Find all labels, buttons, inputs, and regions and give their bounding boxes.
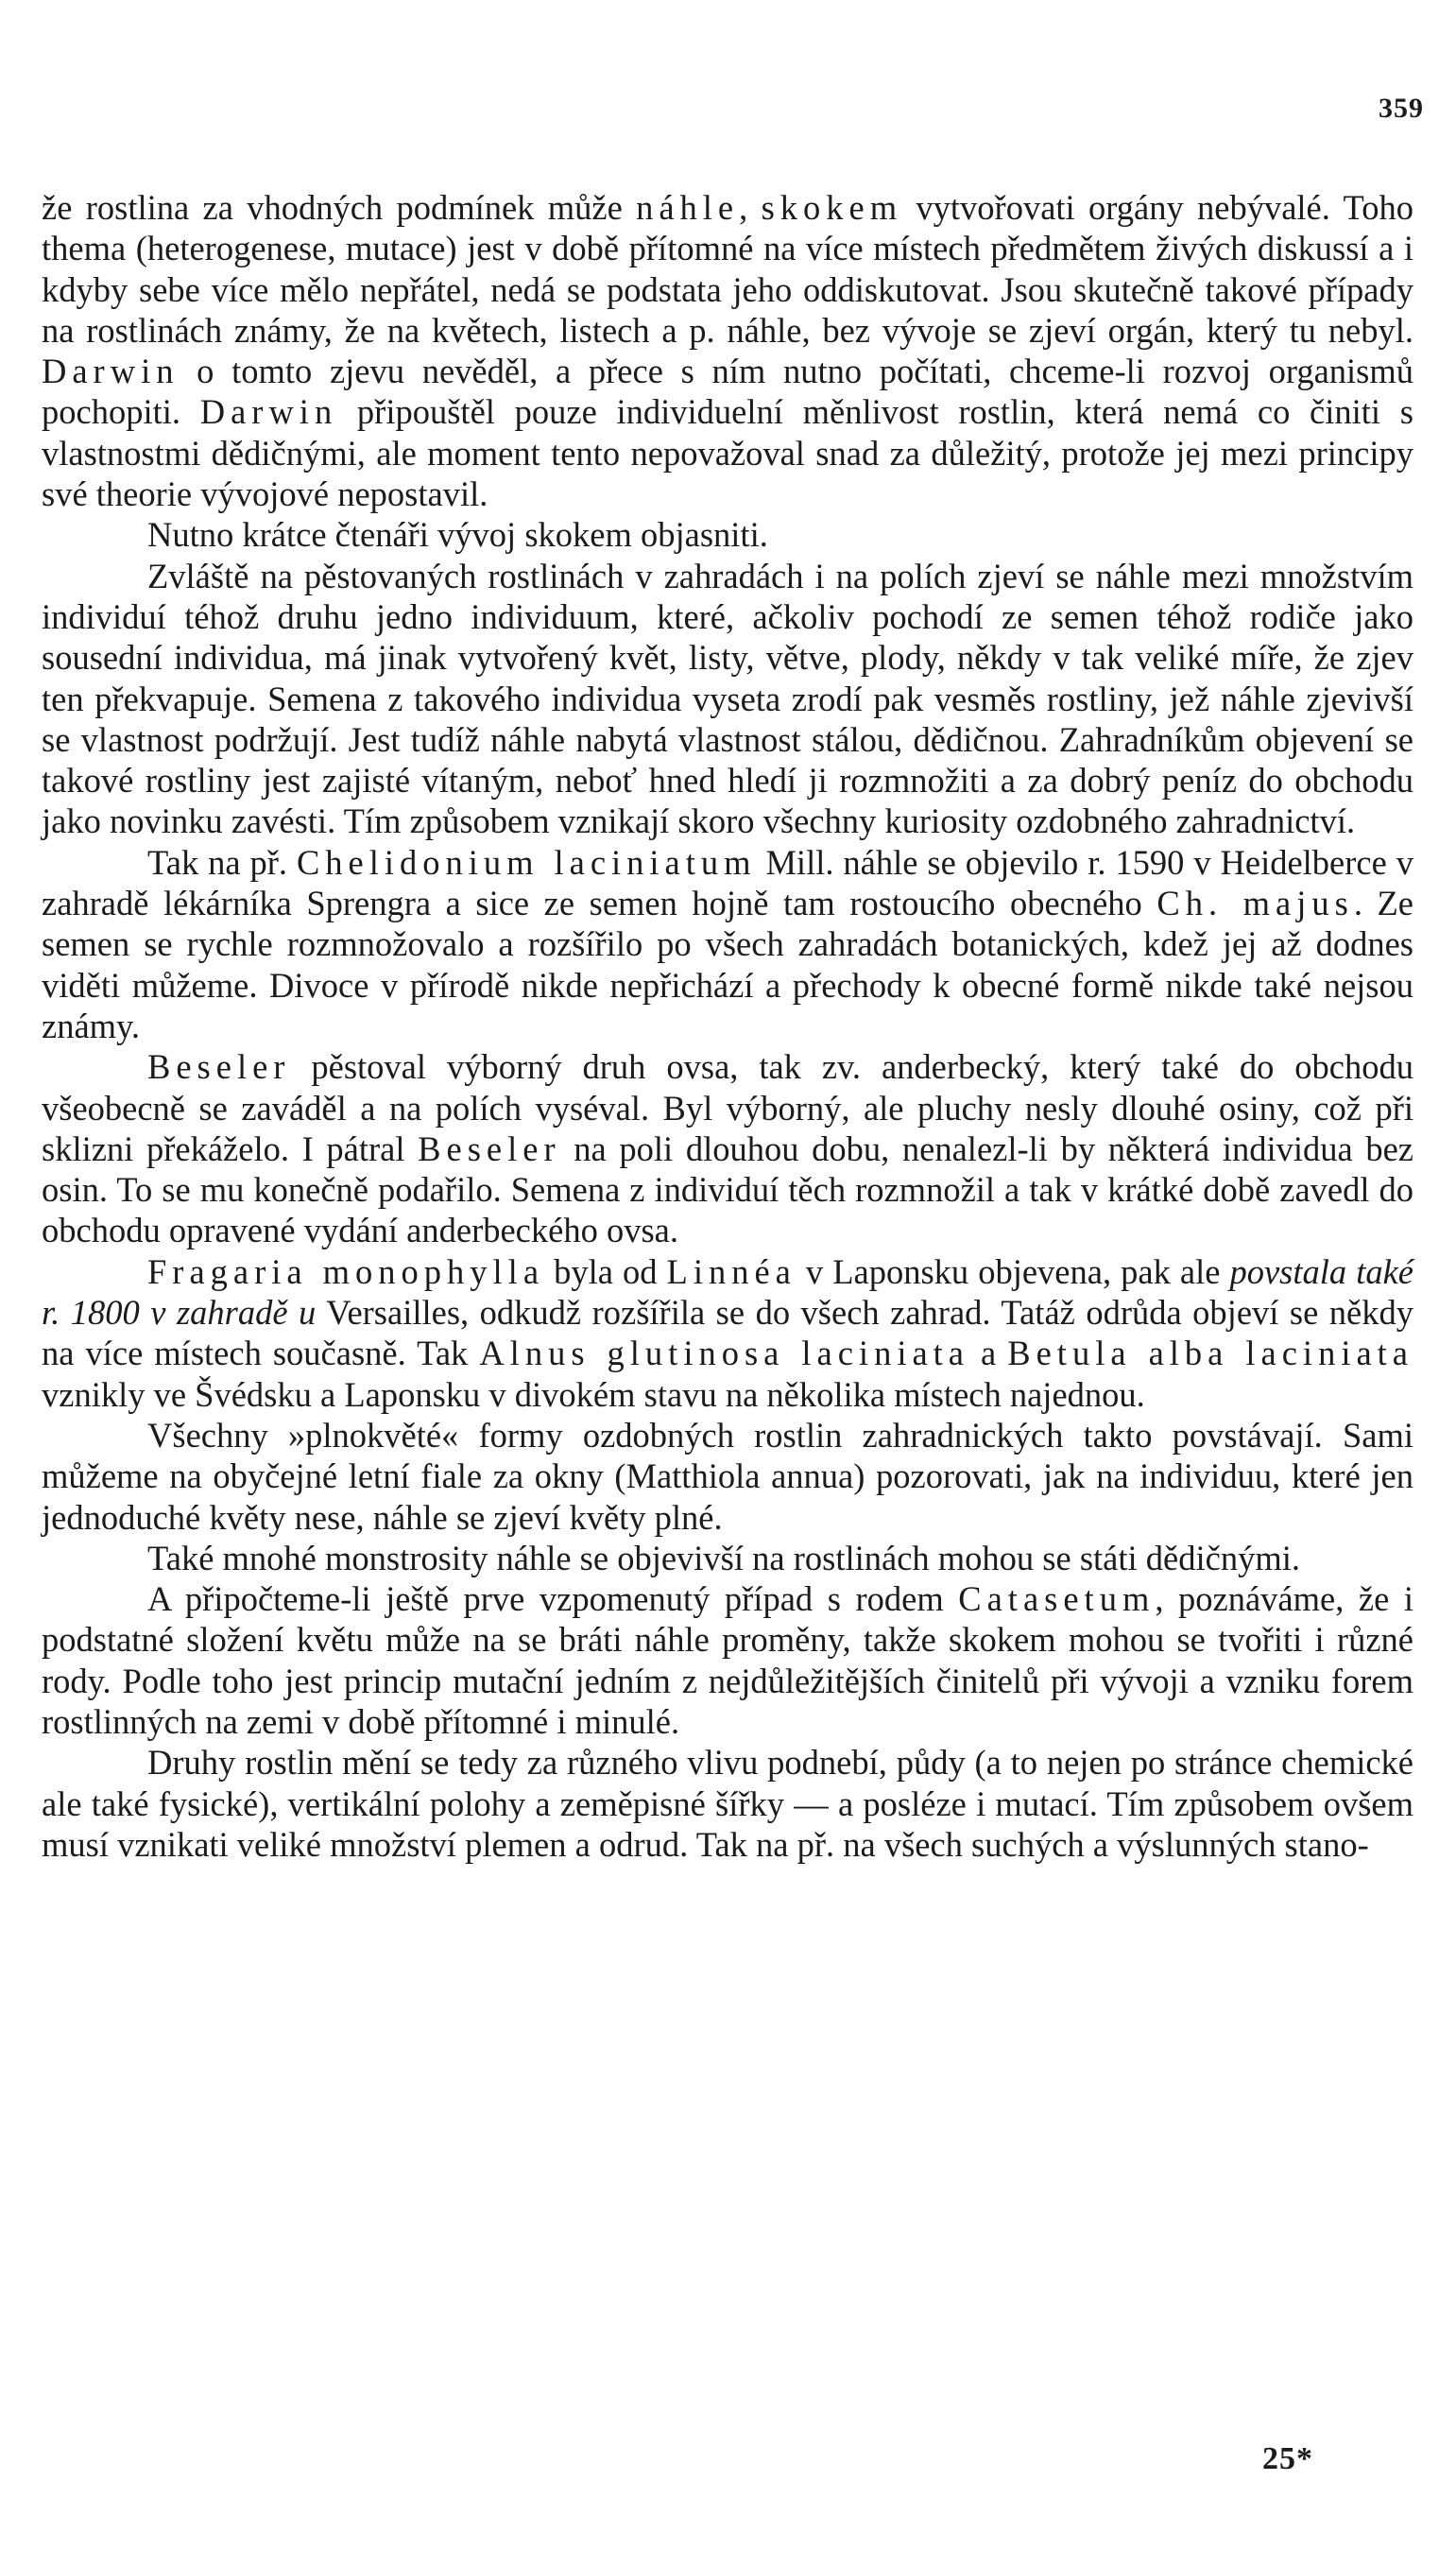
spaced-name: skokem xyxy=(761,188,903,227)
paragraph xyxy=(42,1578,1413,1742)
paragraph xyxy=(42,1538,1413,1578)
spaced-name: Ch. majus xyxy=(1156,884,1354,923)
body-text xyxy=(42,187,1413,1865)
printer-signature-mark: 25* xyxy=(1262,2441,1313,2476)
paragraph xyxy=(42,187,1413,514)
text-run: na poli dlouhou dobu, nenalezl-li by některá individua bez osin. To se mu konečně podařilo. Semena z individuí těch rozmnožil a tak v krátké době zavedl do obchodu opravené vydání anderbeckého ovsa. xyxy=(42,1128,1413,1250)
spaced-name: náhle xyxy=(636,188,740,227)
paragraph xyxy=(42,842,1413,1046)
text-run: . Ze semen se rychle rozmnožovalo a rozšířilo po všech zahradách botanických, kdež jej až dodnes viděti můžeme. Divoce v přírodě nikde nepřichází a přechody k obecné formě nikde také nejsou známy. xyxy=(42,884,1413,1045)
text-run: Všechny »plnokvěté« formy ozdobných rostlin zahradnických takto povstávají. Sami můžeme na obyčejné letní fiale za okny (Matthiola annua) pozorovati, jak na individuu, které jen jednoduché květy nese, náhle se zjeví květy plné. xyxy=(42,1415,1413,1537)
text-run: připouštěl pouze individuelní měnlivost rostlin, která nemá co činiti s vlastnostmi dědičnými, ale moment tento nepovažoval snad za důležitý, protože jej mezi principy své theorie vývojové nepostavil. xyxy=(42,392,1414,514)
spaced-name: Beseler xyxy=(147,1047,291,1087)
text-run: že rostlina za vhodných podmínek může xyxy=(42,188,637,227)
spaced-name: Beseler xyxy=(418,1128,561,1168)
text-run: , poznáváme, že i podstatné složení květu může na se bráti náhle proměny, takže skokem mohou se tvořiti i různé rody. Podle toho jest princip mutační jedním z nejdůležitějších činitelů při vývoji a vzniku forem rostlinných na zemi v době přítomné i minulé. xyxy=(42,1579,1413,1741)
text-run: Zvláště na pěstovaných rostlinách v zahradách i na polích zjeví se náhle mezi množstvím individuí téhož druhu jedno individuum, které, ačkoliv pochodí ze semen téhož rodiče jako sousední individua, má jinak vytvořený květ, listy, větve, plody, někdy v tak veliké míře, že zjev ten překvapuje. Semena z takového individua vyseta zrodí pak vesměs rostliny, jež náhle zjevivší se vlastnost podržují. Jest tudíž náhle nabytá vlastnost stálou, dědičnou. Zahradníkům objevení se takové rostliny jest zajisté vítaným, neboť hned hledí ji rozmnožiti a za dobrý peníz do obchodu jako novinku zavésti. Tím způsobem vznikají skoro všechny kuriosity ozdobného zahradnictví. xyxy=(42,556,1413,841)
text-run: Také mnohé monstrosity náhle se objevivší na rostlinách mohou se státi dědičnými. xyxy=(147,1538,1300,1577)
spaced-name: Fragaria monophylla xyxy=(147,1251,545,1291)
paragraph xyxy=(42,556,1413,842)
text-run: pěstoval výborný druh ovsa, tak zv. anderbecký, který také do obchodu všeobecně se zaváděl a na polích vyséval. Byl výborný, ale pluchy nesly dlouhé osiny, což při sklizni překáželo. I pátral xyxy=(42,1047,1413,1168)
text-run: vytvořovati orgány nebývalé. Toho thema (heterogenese, mutace) jest v době přítomné na více místech předmětem živých diskussí a i kdyby sebe více mělo nepřátel, nedá se podstata jeho oddiskutovat. Jsou skutečně takové případy na rostlinách známy, že na květech, listech a p. náhle, bez vývoje se zjeví orgán, který tu nebyl. xyxy=(42,188,1413,350)
text-run: v Laponsku objevena, pak ale xyxy=(796,1251,1230,1291)
spaced-name: Darwin xyxy=(42,352,180,391)
spaced-name: Catasetum xyxy=(958,1579,1156,1619)
spaced-name: Linnéa xyxy=(666,1251,797,1291)
italic-text: povstala také r. 1800 v zahradě u xyxy=(42,1251,1414,1333)
paragraph xyxy=(42,1742,1413,1865)
paragraph xyxy=(42,1415,1413,1538)
text-run: Versailles, odkudž rozšířila se do všech zahrad. Tatáž odrůda objeví se někdy na více místech současně. Tak xyxy=(42,1293,1414,1373)
page-number: 359 xyxy=(1379,93,1424,124)
spaced-name: Darwin xyxy=(199,392,338,432)
text-run: , xyxy=(739,188,762,227)
text-run: byla od xyxy=(544,1251,667,1291)
text-run: A připočteme-li ještě prve vzpomenutý případ s rodem xyxy=(147,1579,959,1619)
paragraph xyxy=(42,1251,1413,1415)
text-run: Mill. náhle se objevilo r. 1590 v Heidelberce v zahradě lékárníka Sprengra a sice ze semen hojně tam rostoucího obecného xyxy=(42,842,1413,923)
text-run: Druhy rostlin mění se tedy za různého vlivu podnebí, půdy (a to nejen po stránce chemické ale také fysické), vertikální polohy a zeměpisné šířky — a posléze i mutací. Tím způsobem ovšem musí vznikati veliké množství plemen a odrud. Tak na př. na všech suchých a výslunných stano- xyxy=(42,1743,1413,1864)
text-run: a xyxy=(969,1334,1008,1373)
paragraph xyxy=(42,514,1413,555)
text-run: vznikly ve Švédsku a Laponsku v divokém stavu na několika místech najednou. xyxy=(42,1374,1145,1414)
text-run: o tomto zjevu nevěděl, a přece s ním nutno počítati, chceme-li rozvoj organismů pochopiti. xyxy=(42,352,1413,432)
spaced-name: Chelidonium laciniatum xyxy=(296,842,757,882)
spaced-name: Alnus glutinosa laciniata xyxy=(479,1334,970,1373)
paragraph xyxy=(42,1046,1413,1250)
text-run: Tak na př. xyxy=(147,842,297,882)
text-run: Nutno krátce čtenáři vývoj skokem objasniti. xyxy=(147,515,768,555)
spaced-name: Betula alba laciniata xyxy=(1007,1334,1413,1373)
